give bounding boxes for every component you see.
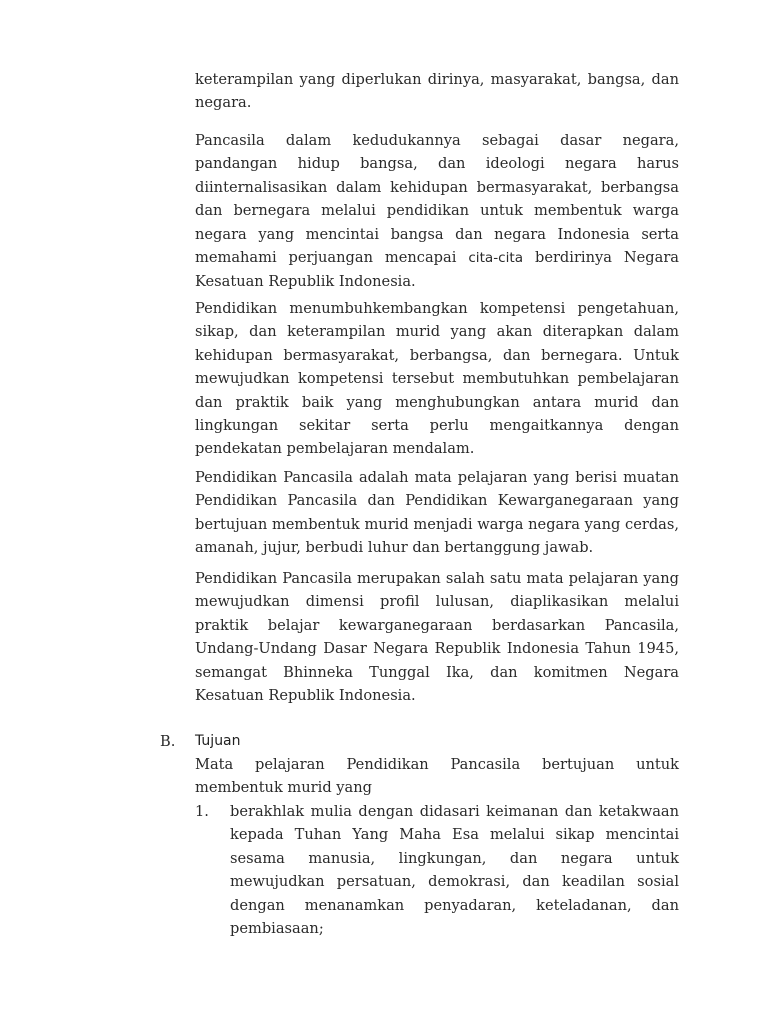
paragraph-pendidikan-kompetensi: Pendidikan menumbuhkembangkan kompetensi pengetahuan, sikap, dan keterampilan murid yang akan diterapkan dalam kehidupan bermasyarakat, berbangsa, dan bernegara. Untuk mewujudkan kompetensi tersebut membutuhkan pembelajaran dan praktik baik yang menghubungkan antara murid dan lingkungan sekitar serta perlu mengaitkannya dengan pendekatan pembelajaran mendalam.: [195, 300, 679, 458]
section-intro: Mata pelajaran Pendidikan Pancasila bertujuan untuk membentuk murid yang: [195, 756, 679, 797]
bold-term: cita-cita: [468, 250, 524, 267]
paragraph-continuation: keterampilan yang diperlukan dirinya, masyarakat, bangsa, dan negara.: [195, 71, 679, 112]
list-item-text: berakhlak mulia dengan didasari keimanan dan ketakwaan kepada Tuhan Yang Maha Esa melalui sikap mencintai sesama manusia, lingkungan, dan negara untuk mewujudkan persatuan, demokrasi, dan keadilan sosial dengan menanamkan penyadaran, keteladanan, dan pembiasaan;: [230, 803, 679, 938]
paragraph-pancasila-kedudukan: [195, 129, 679, 294]
paragraph-text: berdirinya Negara Kesatuan Republik Indonesia.: [195, 249, 679, 291]
paragraph-profil-lulusan: Pendidikan Pancasila merupakan salah satu mata pelajaran yang mewujudkan dimensi profil lulusan, diaplikasikan melalui praktik belajar kewarganegaraan berdasarkan Pancasila, Undang-Undang Dasar Negara Republik Indonesia Tahun 1945, semangat Bhinneka Tunggal Ika, dan komitmen Negara Kesatuan Republik Indonesia.: [195, 570, 679, 705]
section-letter: B.: [160, 733, 176, 750]
list-item-number: 1.: [195, 803, 209, 820]
section-title: Tujuan: [195, 733, 241, 749]
paragraph-text: Pancasila dalam kedudukannya sebagai dasar negara, pandangan hidup bangsa, dan ideologi negara harus diinternalisasikan dalam kehidupan bermasyarakat, berbangsa dan bernegara melalui pendidikan untuk membentuk warga negara yang mencintai bangsa dan negara Indonesia serta memahami perjuangan mencapai: [195, 132, 679, 267]
paragraph-pendidikan-pancasila-definisi: Pendidikan Pancasila adalah mata pelajaran yang berisi muatan Pendidikan Pancasila dan Pendidikan Kewarganegaraan yang bertujuan membentuk murid menjadi warga negara yang cerdas, amanah, jujur, berbudi luhur dan bertanggung jawab.: [195, 469, 679, 557]
